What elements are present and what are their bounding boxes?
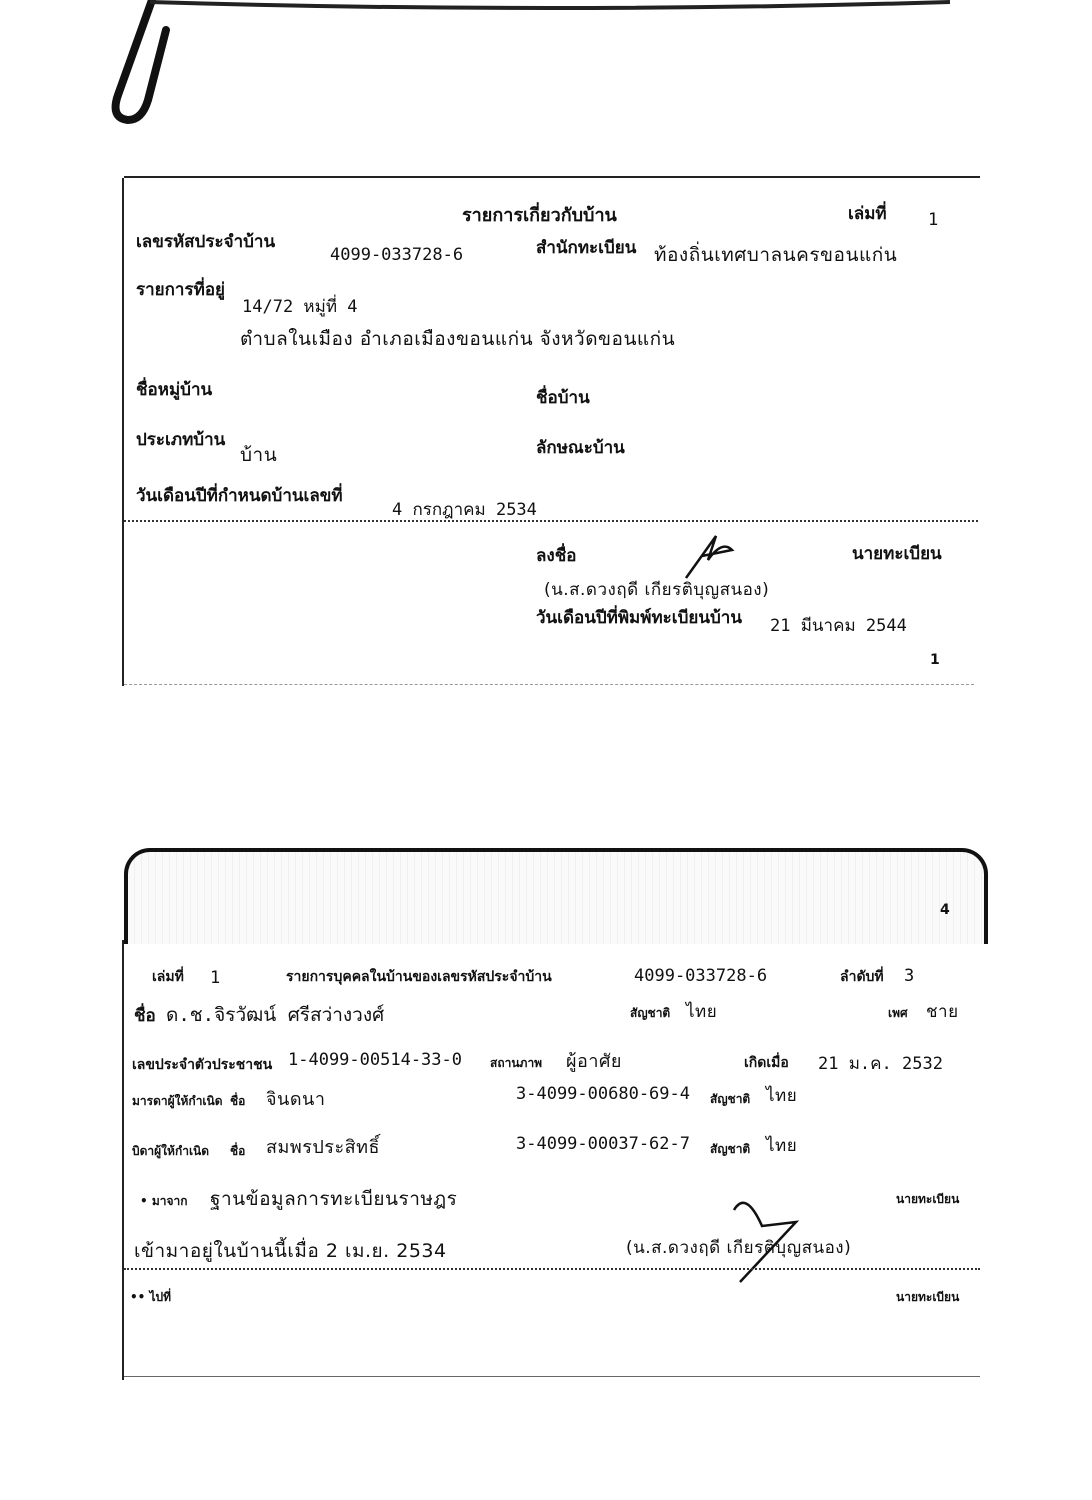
registrar-label: นายทะเบียน	[852, 544, 942, 564]
person-house-code: 4099-033728-6	[634, 966, 768, 986]
father-name-label: ชื่อ	[230, 1144, 246, 1158]
mother-name-value: จินดนา	[266, 1089, 326, 1110]
house-name-label: ชื่อบ้าน	[536, 388, 590, 408]
mother-nationality-value: ไทย	[766, 1086, 798, 1106]
print-date-label: วันเดือนปีที่พิมพ์ทะเบียนบ้าน	[536, 608, 742, 628]
paper-clip-mark	[100, 0, 180, 130]
sex-value: ชาย	[926, 1002, 959, 1022]
mother-label: มารดาผู้ให้กำเนิด	[132, 1094, 223, 1108]
mother-id-value: 3-4099-00680-69-4	[516, 1084, 690, 1104]
came-from-value: ฐานข้อมูลการทะเบียนราษฎร	[210, 1188, 458, 1210]
person-book-label: เล่มที่	[152, 969, 184, 985]
registrar-signature	[676, 530, 746, 580]
person-card-header-band	[124, 848, 988, 944]
registrar-label-2: นายทะเบียน	[896, 1290, 960, 1304]
house-card-divider	[124, 520, 978, 522]
house-feature-label: ลักษณะบ้าน	[536, 438, 625, 458]
born-value: 21 ม.ค. 2532	[818, 1054, 943, 1074]
address-label: รายการที่อยู่	[136, 280, 225, 300]
moved-out-label: •• ไปที่	[130, 1290, 172, 1304]
father-id-value: 3-4099-00037-62-7	[516, 1134, 690, 1154]
father-label: บิดาผู้ให้กำเนิด	[132, 1144, 210, 1158]
sign-label: ลงชื่อ	[536, 546, 577, 566]
house-card-page-number: 1	[930, 652, 940, 668]
house-card-top-border	[124, 176, 980, 178]
id-label: เลขประจำตัวประชาชน	[132, 1057, 273, 1073]
name-label: ชื่อ	[134, 1006, 156, 1026]
book-value: 1	[928, 210, 939, 230]
nationality-value: ไทย	[686, 1002, 718, 1022]
village-label: ชื่อหมู่บ้าน	[136, 380, 213, 400]
assigned-date-value: 4 กรกฎาคม 2534	[392, 500, 537, 520]
book-label: เล่มที่	[848, 204, 887, 224]
person-card-bottom-edge	[124, 1376, 980, 1377]
registry-office-label: สำนักทะเบียน	[536, 238, 637, 258]
id-value: 1-4099-00514-33-0	[288, 1050, 462, 1070]
person-card-divider	[124, 1268, 980, 1270]
assigned-date-label: วันเดือนปีที่กำหนดบ้านเลขที่	[136, 486, 343, 506]
person-book-value: 1	[210, 968, 221, 988]
house-code-value: 4099-033728-6	[330, 245, 464, 265]
status-label: สถานภาพ	[490, 1056, 543, 1070]
came-from-label: • มาจาก	[140, 1194, 188, 1208]
registrar-label-1: นายทะเบียน	[896, 1192, 960, 1206]
house-code-label: เลขรหัสประจำบ้าน	[136, 232, 276, 252]
mother-nationality-label: สัญชาติ	[710, 1092, 751, 1106]
name-value: ด.ช.จิรวัฒน์ ศรีสว่างวงศ์	[166, 1004, 385, 1026]
born-label: เกิดเมื่อ	[744, 1055, 789, 1071]
house-type-value: บ้าน	[240, 444, 278, 466]
sex-label: เพศ	[888, 1006, 908, 1020]
person-card-title: รายการบุคคลในบ้านของเลขรหัสประจำบ้าน	[286, 969, 552, 985]
mother-name-label: ชื่อ	[230, 1094, 246, 1108]
person-registrar-name: (น.ส.ดวงฤดี เกียรติบุญสนอง)	[626, 1238, 852, 1258]
top-edge-shadow	[150, 0, 950, 14]
print-date-value: 21 มีนาคม 2544	[770, 616, 907, 636]
nationality-label: สัญชาติ	[630, 1006, 671, 1020]
father-nationality-value: ไทย	[766, 1136, 798, 1156]
house-card-bottom-edge	[124, 684, 974, 685]
address-line-2: ตำบลในเมือง อำเภอเมืองขอนแก่น จังหวัดขอนแก่น	[240, 328, 676, 350]
address-line-1: 14/72 หมู่ที่ 4	[242, 297, 358, 317]
house-card-title: รายการเกี่ยวกับบ้าน	[462, 205, 617, 226]
order-label: ลำดับที่	[840, 969, 884, 985]
status-value: ผู้อาศัย	[566, 1051, 622, 1072]
order-value: 3	[904, 966, 915, 986]
registry-office-value: ท้องถิ่นเทศบาลนครขอนแก่น	[654, 244, 898, 266]
registrar-name: (น.ส.ดวงฤดี เกียรติบุญสนอง)	[544, 580, 770, 600]
moved-in-text: เข้ามาอยู่ในบ้านนี้เมื่อ 2 เม.ย. 2534	[134, 1240, 447, 1262]
person-card-page-number: 4	[940, 902, 950, 918]
father-nationality-label: สัญชาติ	[710, 1142, 751, 1156]
house-type-label: ประเภทบ้าน	[136, 430, 226, 450]
father-name-value: สมพรประสิทธิ์	[266, 1137, 380, 1158]
